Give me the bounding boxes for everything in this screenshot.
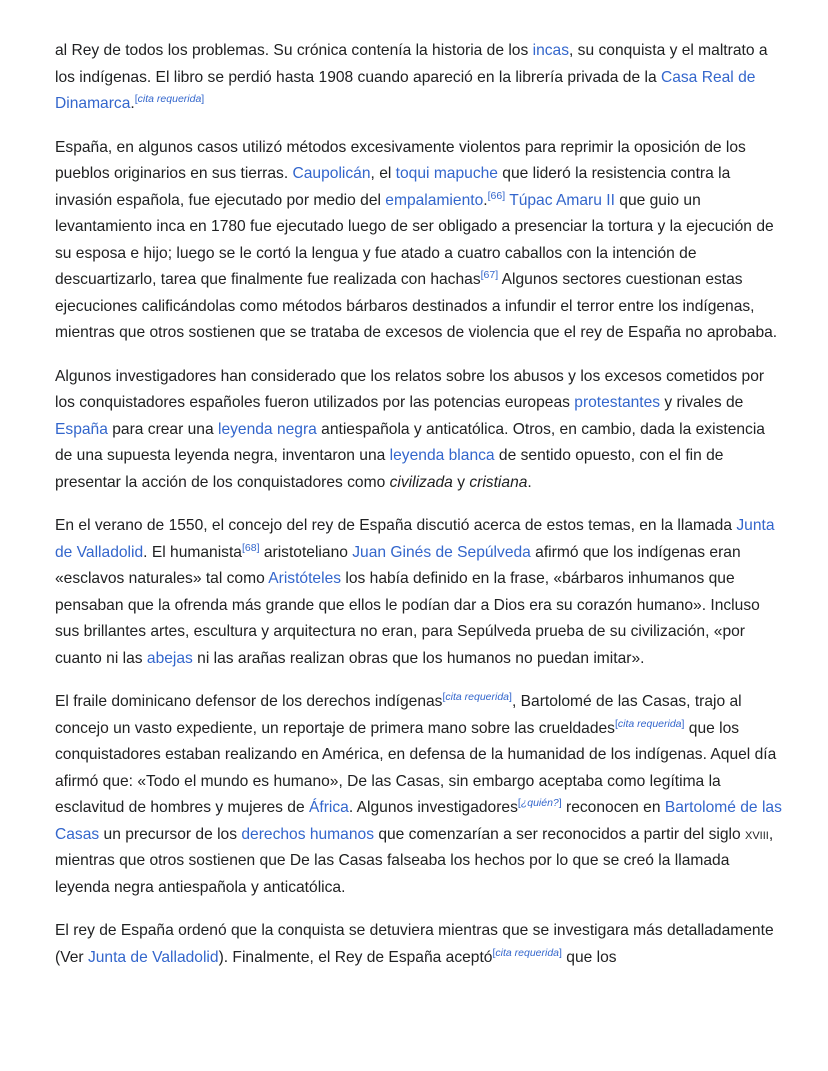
paragraph-2 — [55, 135, 783, 347]
paragraph-text: , Bartolomé de las Casas, trajo al concejo un vasto expediente, un reportaje de primera mano sobre las crueldades — [55, 693, 742, 737]
link-espana[interactable]: España — [55, 420, 108, 438]
emphasis-cristiana: cristiana — [469, 473, 528, 491]
paragraph-text: ni las arañas realizan obras que los humanos no puedan imitar». — [192, 649, 645, 667]
paragraph-4 — [55, 513, 783, 672]
paragraph-text: de sentido opuesto, con el fin de presentar la acción de los conquistadores como — [55, 447, 724, 491]
link-africa[interactable]: África — [308, 799, 349, 816]
paragraph-text: que guio un levantamiento inca en 1780 fue ejecutado luego de ser obligado a presenciar la tortura y la ejecución de su esposa e hijo; luego se le cortó la lengua y fue atado a cuatro caballos con la intención de descuartizarlo, tarea que finalmente fue realizada con hachas — [55, 191, 774, 288]
who-needed-label[interactable]: ¿quién? — [520, 796, 559, 809]
paragraph-text: que lideró la resistencia contra la invasión española, fue ejecutado por medio del — [55, 165, 731, 209]
citation-needed-label[interactable]: cita requerida — [445, 690, 510, 703]
paragraph-text: , el — [370, 165, 396, 182]
paragraph-text: España, en algunos casos utilizó métodos excesivamente violentos para reprimir la oposición de los pueblos originarios en sus tierras. — [55, 138, 746, 182]
link-leyenda-blanca[interactable]: leyenda blanca — [389, 447, 495, 464]
emphasis-civilizada: civilizada — [389, 473, 453, 491]
link-caupolican[interactable]: Caupolicán — [292, 165, 371, 182]
reference-66[interactable]: [66] — [487, 189, 506, 202]
citation-needed[interactable]: [cita requerida] — [492, 946, 562, 959]
paragraph-text: reconocen en — [561, 799, 665, 816]
link-casa-real-de-dinamarca[interactable]: Casa Real de Dinamarca — [55, 68, 756, 112]
paragraph-text: , su conquista y el maltrato a los indígenas. El libro se perdió hasta 1908 cuando apareció en la librería privada de la — [55, 42, 768, 86]
paragraph-text: ). Finalmente, el Rey de España aceptó — [218, 948, 493, 966]
citation-needed[interactable]: [cita requerida] — [442, 690, 512, 703]
reference-number[interactable]: 66 — [490, 189, 503, 202]
link-incas[interactable]: incas — [532, 42, 570, 59]
who-needed[interactable]: [¿quién?] — [517, 796, 562, 809]
article-body — [55, 38, 783, 988]
paragraph-6 — [55, 918, 783, 971]
reference-number[interactable]: 68 — [244, 541, 257, 554]
link-empalamiento[interactable]: empalamiento — [385, 191, 484, 209]
paragraph-text: El fraile dominicano defensor de los derechos indígenas — [55, 693, 443, 710]
paragraph-5 — [55, 689, 783, 901]
link-derechos-humanos[interactable]: derechos humanos — [241, 825, 374, 843]
paragraph-text: que los — [561, 948, 617, 966]
paragraph-text: los había definido en la frase, «bárbaros inhumanos que pensaban que la ofrenda más grande que ellos le podían dar a Dios era su corazón humano». Incluso sus brillantes artes, escultura y arquitectura no eran, para Sepúlveda prueba de su civilización, «por cuanto ni las — [55, 570, 760, 667]
paragraph-text: para crear una — [107, 420, 218, 438]
link-aristoteles[interactable]: Aristóteles — [268, 570, 342, 587]
link-tupac-amaru-ii[interactable]: Túpac Amaru II — [509, 191, 615, 209]
paragraph-text: En el verano de 1550, el concejo del rey de España discutió acerca de estos temas, en la llamada — [55, 517, 737, 534]
citation-needed-label[interactable]: cita requerida — [495, 946, 560, 959]
citation-needed[interactable]: [cita requerida] — [134, 92, 205, 105]
link-toqui-mapuche[interactable]: toqui mapuche — [395, 165, 498, 182]
paragraph-text: que comenzarían a ser reconocidos a partir del siglo — [374, 825, 745, 843]
paragraph-text: . — [483, 191, 488, 209]
reference-68[interactable]: [68] — [241, 541, 260, 554]
paragraph-text: . — [130, 95, 135, 112]
link-bartolome-de-las-casas[interactable]: Bartolomé de las Casas — [55, 799, 782, 843]
reference-67[interactable]: [67] — [480, 268, 499, 281]
link-abejas[interactable]: abejas — [146, 649, 193, 667]
paragraph-text: un precursor de los — [99, 825, 242, 843]
paragraph-text: aristoteliano — [259, 543, 353, 561]
link-juan-gines-de-sepulveda[interactable]: Juan Ginés de Sepúlveda — [352, 543, 531, 561]
link-junta-de-valladolid[interactable]: Junta de Valladolid — [55, 517, 775, 561]
paragraph-text: Algunos sectores cuestionan estas ejecuciones calificándolas como métodos bárbaros destinados a infundir el terror entre los indígenas, mientras que otros sostienen que se trataba de excesos de violencia que el rey de España no aprobaba. — [55, 271, 778, 341]
paragraph-text: Algunos investigadores han considerado que los relatos sobre los abusos y los excesos cometidos por los conquistadores españoles fueron utilizados por las potencias europeas — [55, 367, 765, 411]
paragraph-text: antiespañola y anticatólica. Otros, en cambio, dada la existencia de una supuesta leyenda negra, inventaron una — [55, 420, 765, 464]
link-leyenda-negra[interactable]: leyenda negra — [217, 420, 317, 438]
paragraph-text: . El humanista — [143, 543, 242, 561]
paragraph-text: afirmó que los indígenas eran «esclavos naturales» tal como — [55, 543, 741, 587]
paragraph-1 — [55, 38, 783, 118]
paragraph-text: y — [452, 473, 470, 491]
link-protestantes[interactable]: protestantes — [574, 394, 661, 411]
paragraph-3 — [55, 364, 783, 497]
paragraph-text: y rivales de — [660, 394, 744, 411]
paragraph-text: que los conquistadores estaban realizando en América, en defensa de la humanidad de los indígenas. Aquel día afirmó que: «Todo el mundo es humano», De las Casas, sin embargo aceptaba como legítima la esclavitud de hombres y mujeres de — [55, 719, 777, 816]
reference-number[interactable]: 67 — [483, 268, 496, 281]
paragraph-text: El rey de España ordenó que la conquista se detuviera mientras que se investigara más detalladamente (Ver — [55, 922, 774, 966]
link-junta-de-valladolid[interactable]: Junta de Valladolid — [87, 948, 219, 966]
citation-needed-label[interactable]: cita requerida — [137, 92, 202, 105]
citation-needed-label[interactable]: cita requerida — [617, 717, 682, 730]
paragraph-text: . Algunos investigadores — [348, 799, 518, 816]
paragraph-text: , mientras que otros sostienen que De las Casas falseaba los hechos por lo que se creó la llamada leyenda negra antiespañola y anticatólica. — [55, 825, 774, 896]
century-numeral: xviii — [744, 825, 769, 843]
citation-needed[interactable]: [cita requerida] — [614, 717, 685, 730]
paragraph-text: . — [527, 473, 532, 491]
paragraph-text: al Rey de todos los problemas. Su crónica contenía la historia de los — [55, 42, 533, 59]
